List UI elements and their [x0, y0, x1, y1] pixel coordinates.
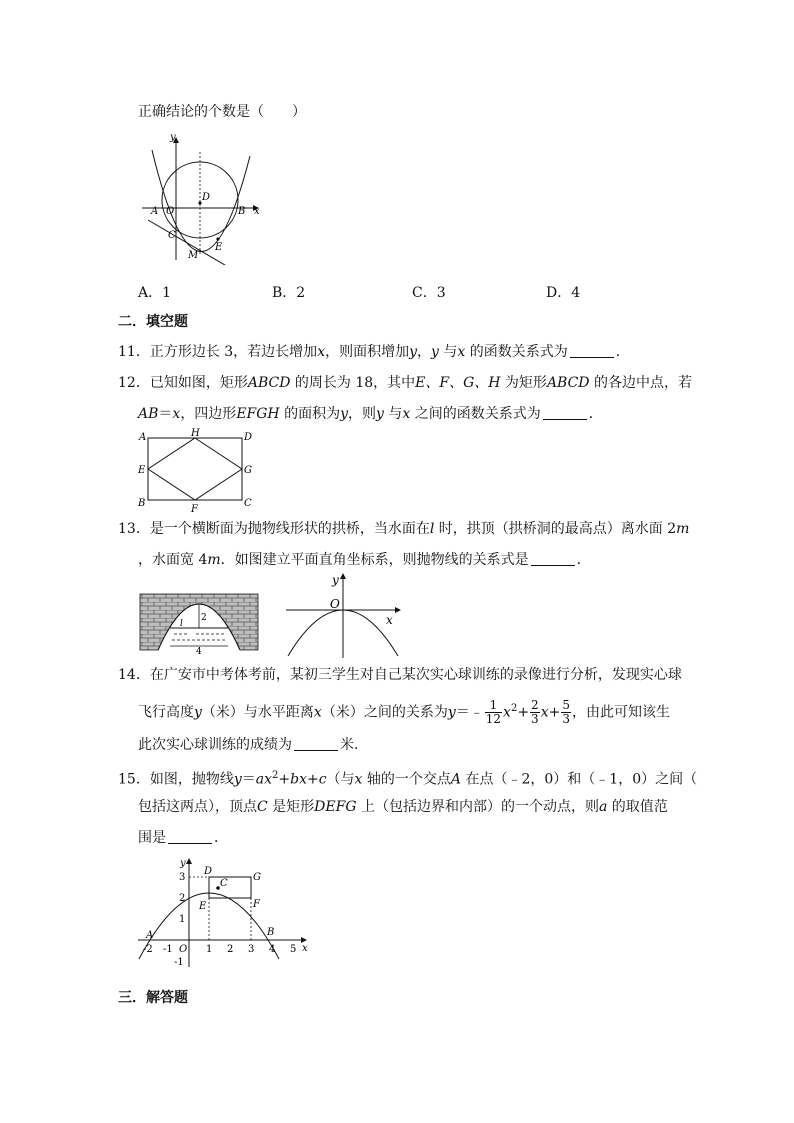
q10-question-text: 正确结论的个数是（ ）	[138, 104, 306, 120]
q12-label-b: B	[138, 498, 146, 509]
q10-option-a: A．1	[138, 285, 172, 301]
q15-answer-blank[interactable]	[168, 829, 212, 844]
q15-text-line3: 围是 ．	[138, 830, 228, 846]
q14-fraction-1: $\frac{1}{12}$	[485, 698, 502, 727]
q15-label-g: G	[253, 872, 261, 883]
q15-ytick: 3	[179, 872, 186, 883]
q13-label-x: x	[386, 613, 393, 627]
q10-figure	[138, 130, 273, 265]
q12-label-a: A	[139, 432, 147, 443]
q15-rectangle-defg	[209, 877, 251, 898]
q12-rhombus-efgh	[148, 438, 242, 500]
q15-xtick: 5	[290, 944, 297, 955]
q15-xtick: 2	[227, 944, 234, 955]
q15-text-line1: 15．如图，抛物线$y=ax^2+bx+c$（与x 轴的一个交点A 在点（﹣2，0）和（﹣1，0）之间（	[118, 770, 698, 788]
q12-label-h: H	[191, 428, 200, 439]
q10-label-m: M	[188, 250, 199, 261]
q12-label-c: C	[244, 498, 252, 509]
q15-xtick: 1	[206, 944, 213, 955]
q14-text-line3: 此次实心球训练的成绩为 米．	[138, 737, 368, 753]
q10-label-o: O	[166, 206, 175, 217]
q15-xtick: -1	[163, 944, 173, 955]
q15-text-line2: 包括这两点），顶点C 是矩形DEFG 上（包括边界和内部）的一个动点，则a 的取值范	[138, 799, 668, 815]
q13-answer-blank[interactable]	[531, 551, 575, 566]
q10-point-e	[216, 237, 219, 240]
q13-label-y: y	[332, 573, 339, 587]
section-heading-fill-in: 二．填空题	[118, 314, 188, 330]
q10-label-d: D	[202, 192, 211, 203]
q15-label-y: y	[180, 858, 186, 869]
q14-text-line2: 飞行高度y（米）与水平距离x（米）之间的关系为y＝﹣ $\frac{1}{12}$ $x^2+$ $\frac{2}{3}$ x+ $\frac{5}{3}$ ，由此可知该生	[138, 698, 670, 727]
q13-figure	[136, 570, 406, 660]
q12-rectangle-abcd	[148, 438, 242, 500]
q10-option-b: B．2	[272, 285, 306, 301]
q12-text-line2: AB＝x，四边形EFGH 的面积为y，则y 与x 之间的函数关系式为 ．	[138, 406, 603, 422]
q10-option-d: D．4	[546, 285, 581, 301]
q12-text-line1: 12．已知如图，矩形ABCD 的周长为 18，其中E、F、G、H 为矩形ABCD 的各边中点，若	[118, 375, 692, 391]
q15-label-b: B	[267, 927, 275, 938]
q10-parabola	[152, 150, 250, 252]
section-heading-answer: 三．解答题	[118, 990, 188, 1006]
q13-label-l: l	[180, 619, 183, 629]
q10-label-e: E	[215, 242, 223, 253]
q15-figure	[134, 855, 314, 975]
q13-label-o: O	[330, 597, 340, 611]
q12-label-g: G	[244, 465, 252, 476]
q12-figure	[136, 428, 256, 514]
q10-option-c: C．3	[412, 285, 446, 301]
q13-label-two: 2	[201, 613, 207, 623]
q15-ytick: 1	[179, 914, 186, 925]
q15-ytick: -1	[174, 957, 184, 968]
q15-label-d: D	[204, 866, 213, 877]
q13-label-four: 4	[196, 647, 202, 657]
q13-text-line1: 13．是一个横断面为抛物线形状的拱桥，当水面在l 时，拱顶（拱桥洞的最高点）离水面 2m	[118, 521, 690, 537]
q10-label-y: y	[170, 132, 176, 143]
q10-label-c: C	[168, 230, 176, 241]
q10-label-x: x	[254, 206, 260, 217]
q11-answer-blank[interactable]	[570, 343, 614, 358]
q14-answer-blank[interactable]	[294, 736, 338, 751]
q15-label-c: C	[220, 878, 228, 889]
q14-fraction-2: $\frac{2}{3}$	[531, 698, 539, 727]
q13-bridge-drawing	[140, 594, 258, 657]
q13-coordinate-drawing	[286, 573, 400, 658]
q14-fraction-3: $\frac{5}{3}$	[562, 698, 570, 727]
q15-label-a: A	[146, 930, 154, 941]
q15-label-e: E	[199, 901, 207, 912]
q13-text-line2: ，水面宽 4m．如图建立平面直角坐标系，则抛物线的关系式是 ．	[138, 552, 591, 568]
q15-ytick: 2	[179, 893, 186, 904]
q10-label-a: A	[151, 206, 159, 217]
q14-text-line1: 14．在广安市中考体考前，某初三学生对自己某次实心球训练的录像进行分析，发现实心球	[118, 667, 682, 683]
q15-xtick: 4	[269, 944, 276, 955]
q10-label-b: B	[238, 206, 246, 217]
q15-xtick: 3	[248, 944, 255, 955]
q15-label-x: x	[302, 943, 308, 954]
q12-label-f: F	[191, 504, 198, 514]
q15-label-f: F	[253, 899, 260, 910]
q12-answer-blank[interactable]	[543, 405, 587, 420]
q12-label-e: E	[138, 465, 146, 476]
q11-text: 11．正方形边长 3，若边长增加x，则面积增加y，y 与x 的函数关系式为 ．	[118, 344, 630, 360]
q15-label-o: O	[179, 944, 188, 955]
q15-xtick: -2	[143, 944, 153, 955]
q12-label-d: D	[244, 432, 253, 443]
